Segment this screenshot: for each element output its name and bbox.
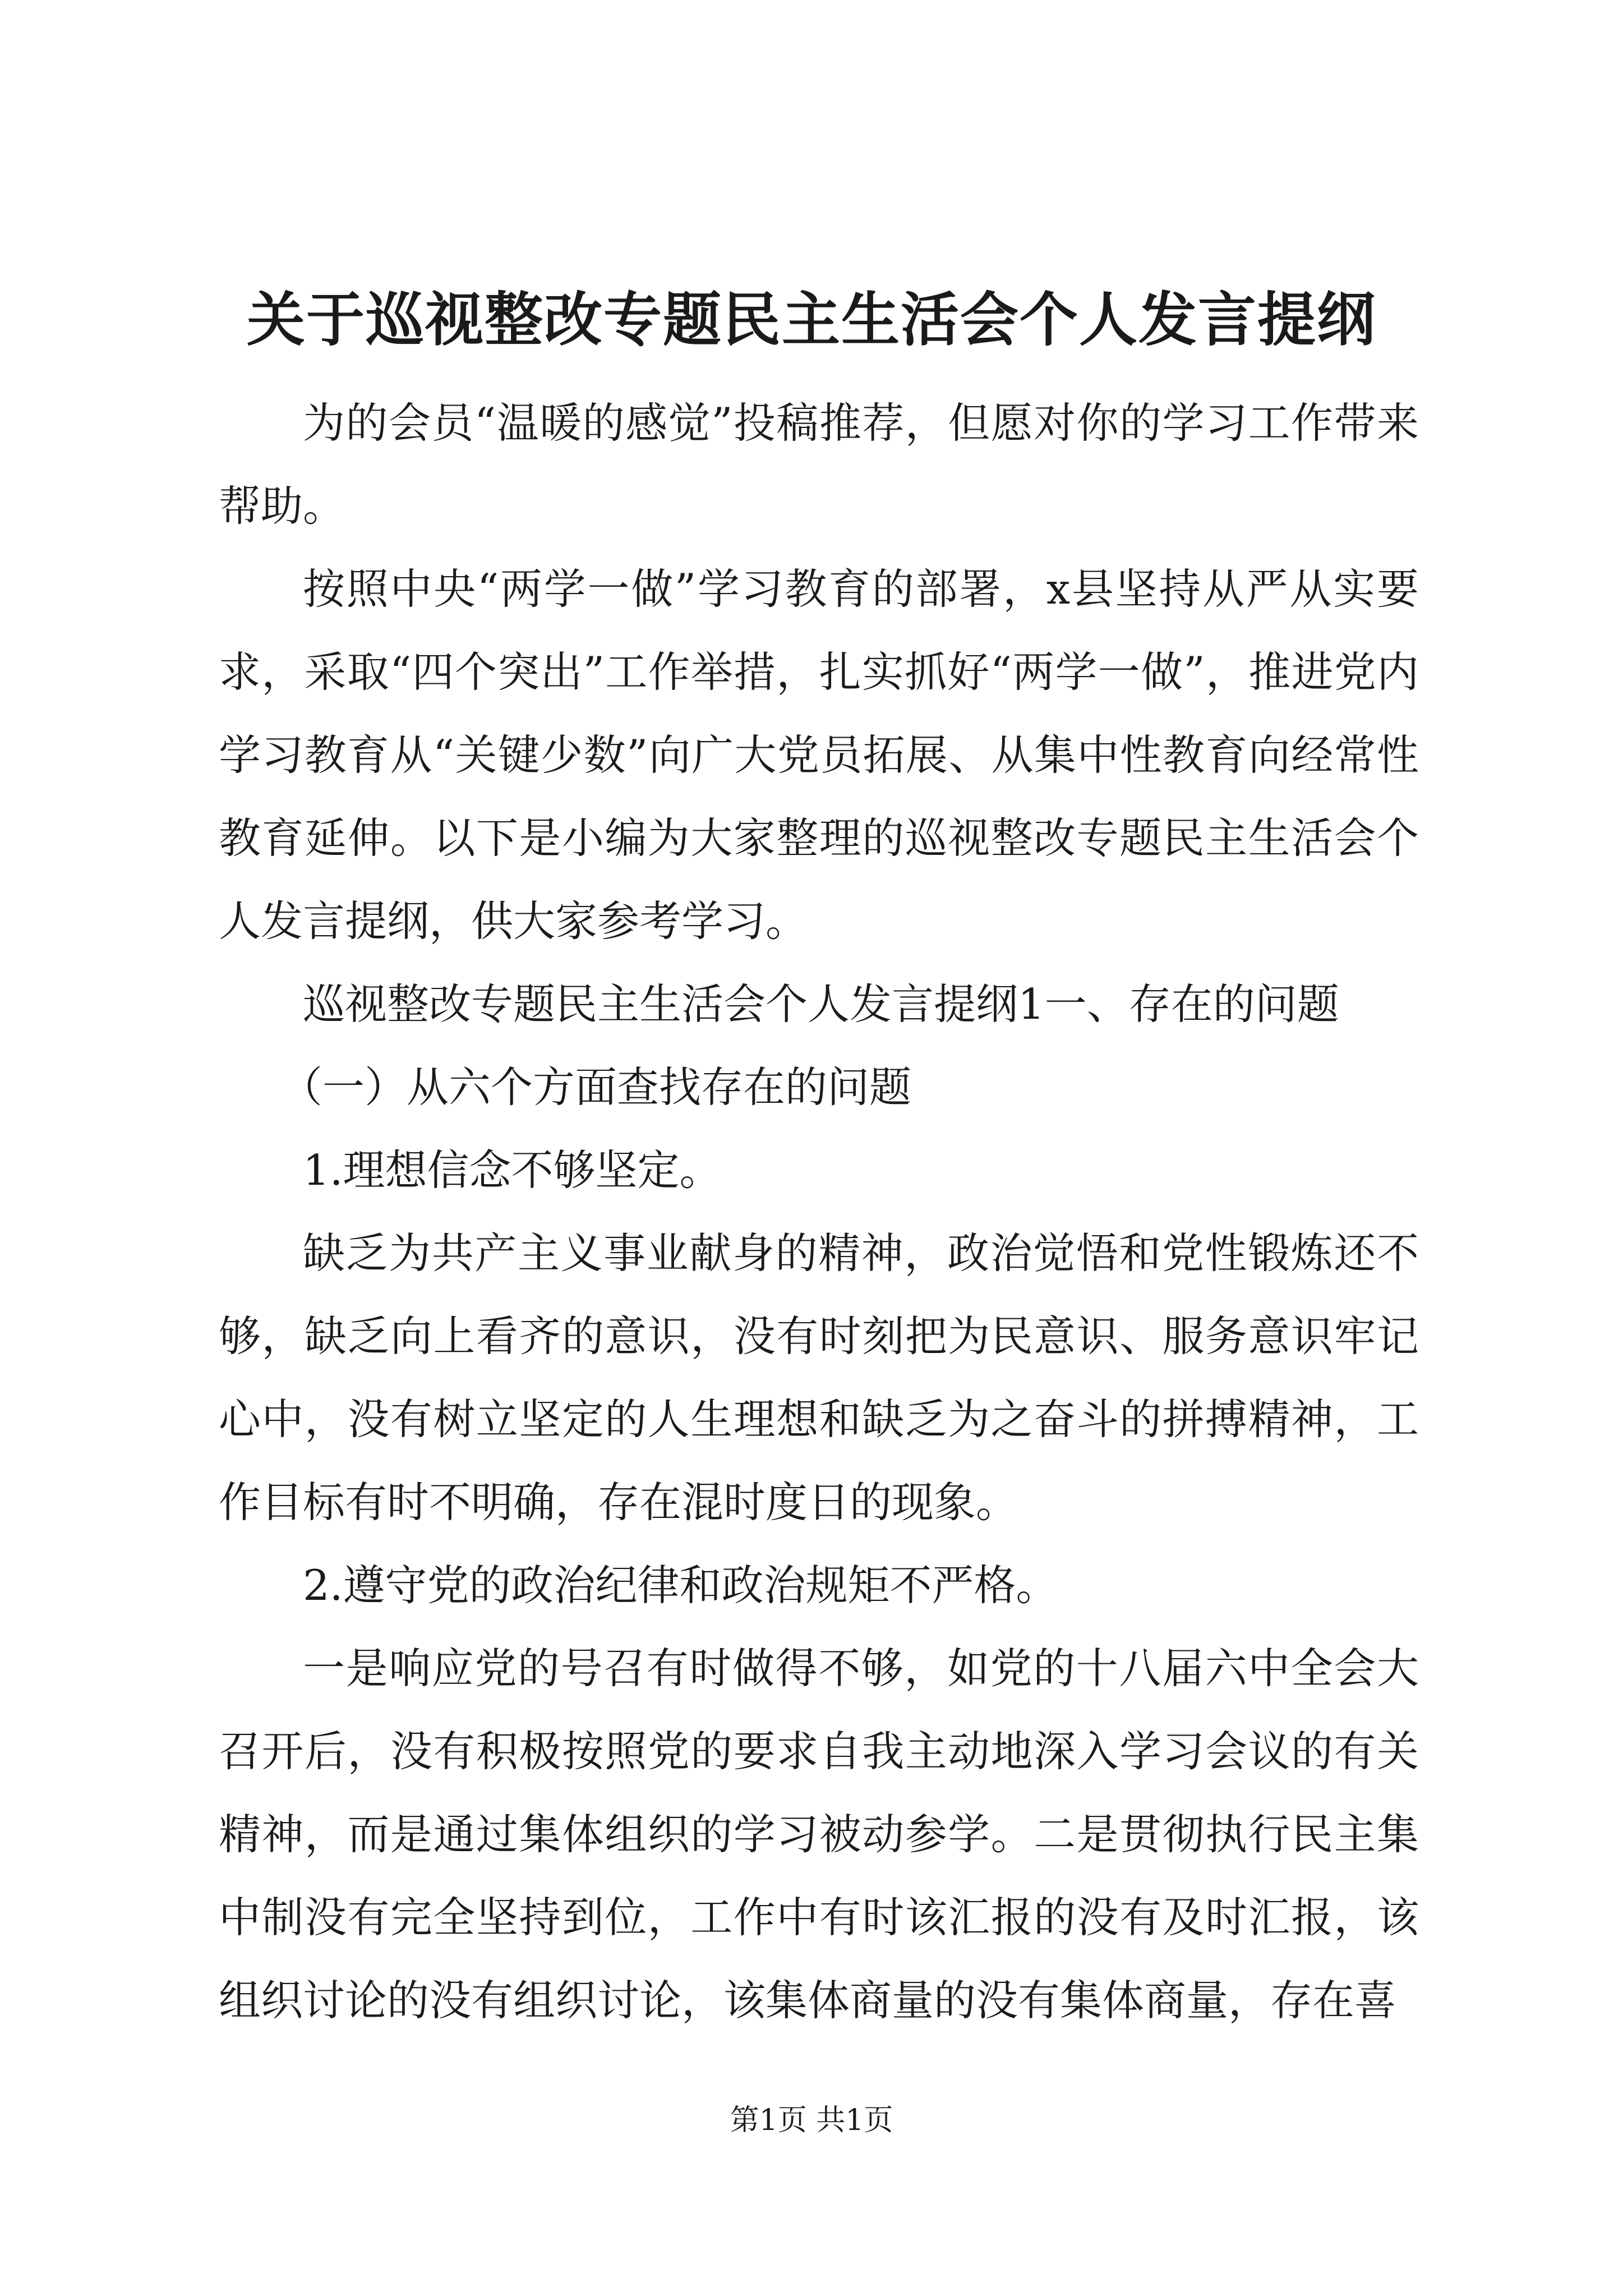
paragraph-background: 按照中央“两学一做”学习教育的部署，x县坚持从严从实要求，采取“四个突出”工作举措，扎实抓好“两学一做”，推进党内学习教育从“关键少数”向广大党员拓展、从集中性教育向经常性教育延伸。以下是小编为大家整理的巡视整改专题民主生活会个人发言提纲，供大家参考学习。 <box>219 564 1419 946</box>
document-title: 关于巡视整改专题民主生活会个人发言提纲 <box>246 285 1376 354</box>
paragraph-intro: 为的会员“温暖的感觉”投稿推荐，但愿对你的学习工作带来帮助。 <box>219 398 1419 531</box>
paragraph-item-2-body: 一是响应党的号召有时做得不够，如党的十八届六中全会大召开后，没有积极按照党的要求自我主动地深入学习会议的有关精神，而是通过集体组织的学习被动参学。二是贯彻执行民主集中制没有完全坚持到位，工作中有时该汇报的没有及时汇报，该组织讨论的没有组织讨论，该集体商量的没有集体商量，存在喜 <box>219 1644 1419 2025</box>
document-body <box>219 381 1419 2042</box>
paragraph-item-2-heading: 2.遵守党的政治纪律和政治规矩不严格。 <box>303 1561 1058 1610</box>
paragraph-item-1-heading: 1.理想信念不够坚定。 <box>303 1145 722 1195</box>
paragraph-item-1-body: 缺乏为共产主义事业献身的精神，政治觉悟和党性锻炼还不够，缺乏向上看齐的意识，没有时刻把为民意识、服务意识牢记心中，没有树立坚定的人生理想和缺乏为之奋斗的拼搏精神，工作目标有时不明确，存在混时度日的现象。 <box>219 1228 1419 1527</box>
paragraph-section-heading: 巡视整改专题民主生活会个人发言提纲1一、存在的问题 <box>303 979 1339 1029</box>
page-footer: 第1页 共1页 <box>730 2104 893 2137</box>
paragraph-subheading: （一）从六个方面查找存在的问题 <box>280 1062 912 1112</box>
